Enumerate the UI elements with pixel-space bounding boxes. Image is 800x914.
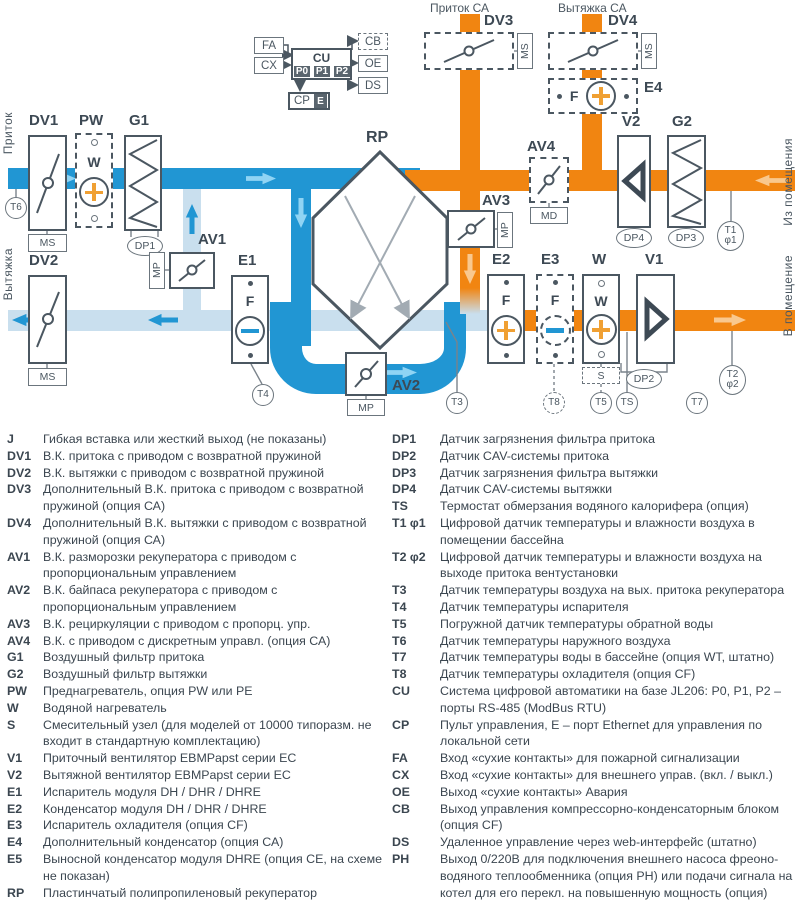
w-label: W [592, 251, 607, 268]
legend-text: Датчик загрязнения фильтра притока [440, 432, 656, 446]
legend-abbr: AV4 [7, 633, 31, 648]
heater-coil-icon [586, 81, 616, 111]
legend-abbr: DS [392, 835, 410, 850]
port-p2: P2 [335, 66, 349, 77]
legend-abbr: DV1 [7, 448, 32, 463]
legend-abbr: E4 [7, 835, 23, 850]
av4-label: AV4 [527, 138, 556, 155]
sensor-t8: Т8 [543, 392, 565, 414]
legend-text: Датчик температуры испарителя [440, 599, 629, 614]
av1-mp-tag: MP [149, 252, 165, 289]
legend-column-left [0, 431, 389, 901]
legend-abbr: E5 [7, 851, 23, 866]
legend-text: Датчик загрязнения фильтра вытяжки [440, 465, 659, 480]
v1-fan [636, 274, 675, 364]
legend-row [0, 448, 389, 465]
legend-abbr: DP2 [392, 448, 417, 463]
legend-abbr: J [7, 432, 14, 446]
legend-abbr: FA [392, 751, 408, 766]
pipe-port-icon [248, 353, 253, 358]
legend-abbr: V1 [7, 751, 23, 766]
legend-abbr: AV3 [7, 616, 31, 631]
pipe-port-icon [553, 280, 558, 285]
pipe-port-icon [557, 94, 562, 99]
t2-label: Т2 [726, 369, 739, 380]
legend-text: Пластинчатый полипропиленовый рекуператор [43, 885, 317, 900]
legend-abbr: CP [392, 717, 410, 732]
sensor-t2-phi2 [719, 365, 746, 395]
schematic [0, 0, 800, 432]
legend-row [0, 465, 389, 482]
cu-box [291, 48, 352, 80]
av4-md-tag: MD [530, 207, 568, 224]
legend-row [0, 683, 389, 700]
legend-text: Цифровой датчик температуры и влажности воздуха на выходе притока вентустановки [440, 549, 762, 581]
damper-icon [171, 254, 213, 287]
av3-mp-tag: MP [497, 212, 513, 248]
legend-abbr: Т1 φ1 [392, 515, 426, 530]
pw-w-letter: W [87, 153, 101, 170]
legend-abbr: G2 [7, 667, 24, 682]
sensor-ts: TS [616, 392, 638, 414]
legend-text: Цифровой датчик температуры и влажности воздуха в помещении бассейна [440, 515, 755, 547]
legend-abbr: OE [392, 784, 410, 799]
legend-abbr: Т5 [392, 616, 407, 631]
oe-box: OE [358, 55, 388, 72]
legend-row [0, 767, 389, 784]
legend-abbr: TS [392, 499, 408, 514]
sensor-t4: Т4 [252, 384, 274, 406]
legend-text: В.К. притока с приводом с возвратной пружиной [43, 448, 322, 463]
e1-evaporator [231, 275, 269, 364]
legend-text: В.К. вытяжки с приводом с возвратной пружиной [43, 465, 325, 480]
damper-icon [347, 354, 385, 394]
flow-label-vytyazhka: Вытяжка [1, 248, 15, 301]
dv3-damper [424, 32, 514, 70]
legend-row [389, 616, 800, 633]
legend-row [0, 784, 389, 801]
legend-abbr: DV4 [7, 515, 32, 530]
legend-text: Конденсатор модуля DH / DHR / DHRE [43, 801, 267, 816]
legend-row [389, 515, 800, 549]
legend-row [389, 498, 800, 515]
legend-text: Преднагреватель, опция PW или PE [43, 683, 253, 698]
pipe-port-icon [248, 281, 253, 286]
dv1-ms-tag: MS [28, 234, 67, 252]
damper-icon [426, 34, 512, 68]
fan-icon [638, 276, 673, 362]
legend-abbr: CB [392, 801, 410, 816]
port-p1: P1 [315, 66, 329, 77]
damper-icon [531, 159, 567, 201]
legend-text: Датчик температуры охладителя (опция CF) [440, 667, 696, 682]
av1-label: AV1 [198, 231, 227, 248]
dv3-duct-fade [460, 288, 480, 314]
sensor-t7: Т7 [686, 392, 708, 414]
dv2-ms-tag: MS [28, 368, 67, 386]
legend-row [389, 851, 800, 901]
legend-text: Датчик CAV-системы вытяжки [440, 482, 613, 497]
legend-text: В.К. с приводом с дискретным управл. (опция СА) [43, 633, 331, 648]
legend-text: В.К. байпаса рекуператора с приводом с пропорциональным управлением [43, 583, 278, 614]
legend-text: Выход «сухие контакты» Авария [440, 784, 628, 799]
e3-f-letter: F [550, 292, 560, 308]
e2-label: E2 [492, 251, 511, 268]
sensor-dp3: DP3 [668, 228, 704, 248]
legend-row [0, 515, 389, 549]
sensor-dp1: DP1 [127, 236, 163, 256]
legend-abbr: AV1 [7, 549, 31, 564]
legend-text: Датчик температуры воды в бассейне (опция WT, штатно) [440, 650, 775, 665]
g1-filter [124, 135, 162, 231]
legend-text: Вход «сухие контакты» для пожарной сигнализации [440, 751, 740, 766]
legend-abbr: Т3 [392, 583, 407, 598]
phi2-label: φ2 [726, 379, 739, 390]
legend-abbr: DP4 [392, 482, 417, 497]
filter-icon [669, 137, 704, 226]
av1-damper [169, 252, 215, 289]
dv4-label: DV4 [608, 12, 638, 29]
w-letter: W [594, 292, 608, 309]
fa-box: FA [254, 37, 284, 54]
legend-row [0, 549, 389, 583]
sensor-t6: Т6 [5, 197, 27, 219]
legend-text: Выход 0/220В для подключения внешнего насоса фреоно-водяного теплообменника (опция PH) или подачи сигнала на котел для его перекл. на повышенную мощность (опция) [440, 851, 793, 900]
legend-row [0, 851, 389, 885]
legend-row [389, 834, 800, 851]
legend-row [389, 465, 800, 482]
e1-label: E1 [238, 252, 257, 269]
phi1-label: φ1 [724, 235, 737, 246]
dv3-ms-tag: MS [517, 33, 533, 69]
ds-box: DS [358, 77, 388, 94]
legend-text: Гибкая вставка или жесткий выход (не показаны) [43, 432, 327, 446]
legend-row [0, 616, 389, 633]
e3-evaporator [536, 274, 574, 364]
e1-f-letter: F [245, 293, 255, 309]
e3-label: E3 [541, 251, 560, 268]
pw-label: PW [79, 112, 104, 129]
legend-abbr: S [7, 717, 16, 732]
g2-label: G2 [672, 113, 693, 130]
legend-abbr: DP1 [392, 432, 417, 446]
damper-icon [550, 34, 636, 68]
legend-text: Удаленное управление через web-интерфейс (штатно) [440, 835, 757, 850]
legend-row [0, 834, 389, 851]
legend-abbr: PH [392, 851, 410, 866]
legend [0, 431, 800, 901]
legend-text: В.К. рециркуляции с приводом с пропорц. упр. [43, 616, 311, 631]
legend-row [389, 549, 800, 583]
legend-abbr: CU [392, 683, 410, 698]
damper-icon [449, 212, 493, 246]
legend-row [0, 633, 389, 650]
legend-row [0, 700, 389, 717]
legend-text: Водяной нагреватель [43, 700, 167, 715]
legend-row [0, 431, 389, 448]
legend-abbr: Т2 φ2 [392, 549, 426, 564]
flow-label-v-pomeshchenie: В помещение [781, 255, 795, 337]
legend-row [0, 801, 389, 818]
dv3-label: DV3 [484, 12, 514, 29]
dv1-label: DV1 [29, 112, 59, 129]
legend-abbr: DP3 [392, 465, 417, 480]
pipe-port-icon [504, 280, 509, 285]
legend-abbr: DV3 [7, 482, 32, 497]
pipe-port-icon [598, 280, 605, 287]
av3-label: AV3 [482, 192, 511, 209]
dv1-damper [28, 135, 67, 231]
legend-row [389, 767, 800, 784]
legend-text: Выносной конденсатор модуля DHRE (опция СЕ, на схеме не показан) [43, 851, 382, 883]
legend-row [389, 431, 800, 448]
pipe-port-icon [553, 353, 558, 358]
av3-damper [447, 210, 495, 248]
legend-row [389, 582, 800, 599]
legend-abbr: E2 [7, 801, 23, 816]
legend-abbr: E3 [7, 818, 23, 833]
dv2-label: DV2 [29, 252, 59, 269]
e2-condenser [487, 274, 525, 364]
legend-text: Смесительный узел (для моделей от 10000 типоразм. не входит в стандартную комплектацию) [43, 717, 372, 749]
legend-text: Датчик CAV-системы притока [440, 448, 610, 463]
legend-text: Испаритель охладителя (опция CF) [43, 818, 248, 833]
e4-label: E4 [644, 79, 663, 96]
g2-filter [667, 135, 706, 228]
legend-column-right [389, 431, 800, 901]
rp-label: RP [366, 129, 389, 146]
heater-coil-icon [586, 314, 617, 345]
v2-label: V2 [622, 113, 641, 130]
legend-text: Дополнительный конденсатор (опция СА) [43, 835, 284, 850]
legend-row [389, 750, 800, 767]
legend-text: Система цифровой автоматики на базе JL206: P0, P1, P2 – порты RS-485 (ModBus RTU) [440, 683, 782, 715]
flow-label-pritok: Приток [1, 112, 15, 155]
cooler-coil-icon [540, 315, 571, 346]
t1-label: Т1 [724, 225, 737, 236]
cooler-coil-icon [235, 316, 265, 346]
legend-row [0, 885, 389, 902]
legend-abbr: Т8 [392, 667, 407, 682]
legend-abbr: AV2 [7, 583, 31, 598]
legend-row [389, 599, 800, 616]
legend-text: Термостат обмерзания водяного калорифера (опция) [440, 499, 749, 514]
port-p0: P0 [295, 66, 309, 77]
legend-text: Приточный вентилятор EBMPapst серии ЕС [43, 751, 297, 766]
cp-box [288, 92, 330, 110]
legend-text: Дополнительный В.К. вытяжки с приводом с возвратной пружиной (опция СА) [43, 515, 367, 547]
legend-text: Воздушный фильтр притока [43, 650, 205, 665]
flow-label-iz-pomeshcheniya: Из помещения [781, 138, 795, 226]
av2-mp-tag: MP [347, 399, 385, 416]
legend-abbr: DV2 [7, 465, 32, 480]
legend-row [389, 784, 800, 801]
legend-row [389, 649, 800, 666]
legend-abbr: Т6 [392, 633, 407, 648]
legend-row [389, 448, 800, 465]
flow-label-vytyazhka-ca: Вытяжка СА [558, 1, 627, 15]
fan-icon [619, 137, 649, 226]
sensor-t1-phi1 [717, 221, 744, 251]
flow-label-pritok-ca: Приток СА [430, 1, 490, 15]
dv2-damper [28, 275, 67, 364]
legend-text: В.К. разморозки рекуператора с приводом с пропорциональным управлением [43, 549, 297, 581]
sensor-dp2: DP2 [626, 369, 662, 389]
legend-row [389, 801, 800, 835]
heater-coil-icon [491, 315, 522, 346]
legend-abbr: G1 [7, 650, 24, 665]
pw-preheater [75, 133, 113, 228]
cp-ethernet-port: E [314, 94, 327, 108]
e4-condenser [548, 78, 638, 114]
pipe-port-icon [91, 139, 98, 146]
legend-row [0, 649, 389, 666]
cu-label: CU [312, 51, 331, 65]
legend-text: Пульт управления, Е – порт Ethernet для управления по локальной сети [440, 717, 763, 749]
legend-abbr: RP [7, 885, 25, 900]
legend-abbr: E1 [7, 784, 23, 799]
pipe-port-icon [598, 351, 605, 358]
filter-icon [126, 137, 160, 229]
av2-label: AV2 [392, 377, 421, 394]
legend-abbr: CX [392, 767, 410, 782]
legend-row [389, 633, 800, 650]
sensor-dp4: DP4 [616, 228, 652, 248]
g1-label: G1 [129, 112, 150, 129]
legend-abbr: W [7, 700, 19, 715]
legend-abbr: Т4 [392, 599, 407, 614]
legend-abbr: V2 [7, 767, 23, 782]
legend-text: Испаритель модуля DH / DHR / DHRE [43, 784, 261, 799]
damper-icon [30, 137, 65, 229]
sensor-t5: Т5 [590, 392, 612, 414]
e4-f-letter: F [569, 88, 579, 104]
legend-abbr: Т7 [392, 650, 407, 665]
cb-box: CB [358, 33, 388, 50]
dv4-damper [548, 32, 638, 70]
legend-row [389, 683, 800, 717]
legend-row [389, 481, 800, 498]
legend-text: Воздушный фильтр вытяжки [43, 667, 208, 682]
cp-label: CP [294, 95, 310, 107]
legend-text: Вытяжной вентилятор EBMPapst серии ЕС [43, 767, 291, 782]
legend-text: Вход «сухие контакты» для внешнего управ. (вкл. / выкл.) [440, 767, 773, 782]
cx-box: CX [254, 57, 284, 74]
legend-text: Погружной датчик температуры обратной воды [440, 616, 714, 631]
pipe-port-icon [91, 215, 98, 222]
v1-label: V1 [645, 251, 664, 268]
legend-row [0, 750, 389, 767]
legend-abbr: PW [7, 683, 27, 698]
legend-row [0, 582, 389, 616]
av4-damper [529, 157, 569, 203]
legend-row [389, 666, 800, 683]
legend-row [389, 717, 800, 751]
legend-row [0, 481, 389, 515]
v2-fan [617, 135, 651, 228]
legend-text: Выход управления компрессорно-конденсаторным блоком (опция CF) [440, 801, 780, 833]
legend-text: Датчик температуры воздуха на вых. притока рекуператора [440, 583, 785, 598]
pipe-port-icon [504, 353, 509, 358]
legend-row [0, 717, 389, 751]
s-mixing-tag: S [582, 367, 620, 384]
legend-row [0, 817, 389, 834]
legend-row [0, 666, 389, 683]
heater-coil-icon [79, 177, 109, 207]
legend-text: Дополнительный В.К. притока с приводом с возвратной пружиной (опция СА) [43, 482, 364, 514]
legend-text: Датчик температуры наружного воздуха [440, 633, 671, 648]
dv4-ms-tag: MS [641, 33, 657, 69]
sensor-t3: Т3 [446, 392, 468, 414]
pipe-port-icon [624, 94, 629, 99]
damper-icon [30, 277, 65, 362]
e2-f-letter: F [501, 292, 511, 308]
w-heater [582, 274, 620, 364]
av2-damper [345, 352, 387, 396]
